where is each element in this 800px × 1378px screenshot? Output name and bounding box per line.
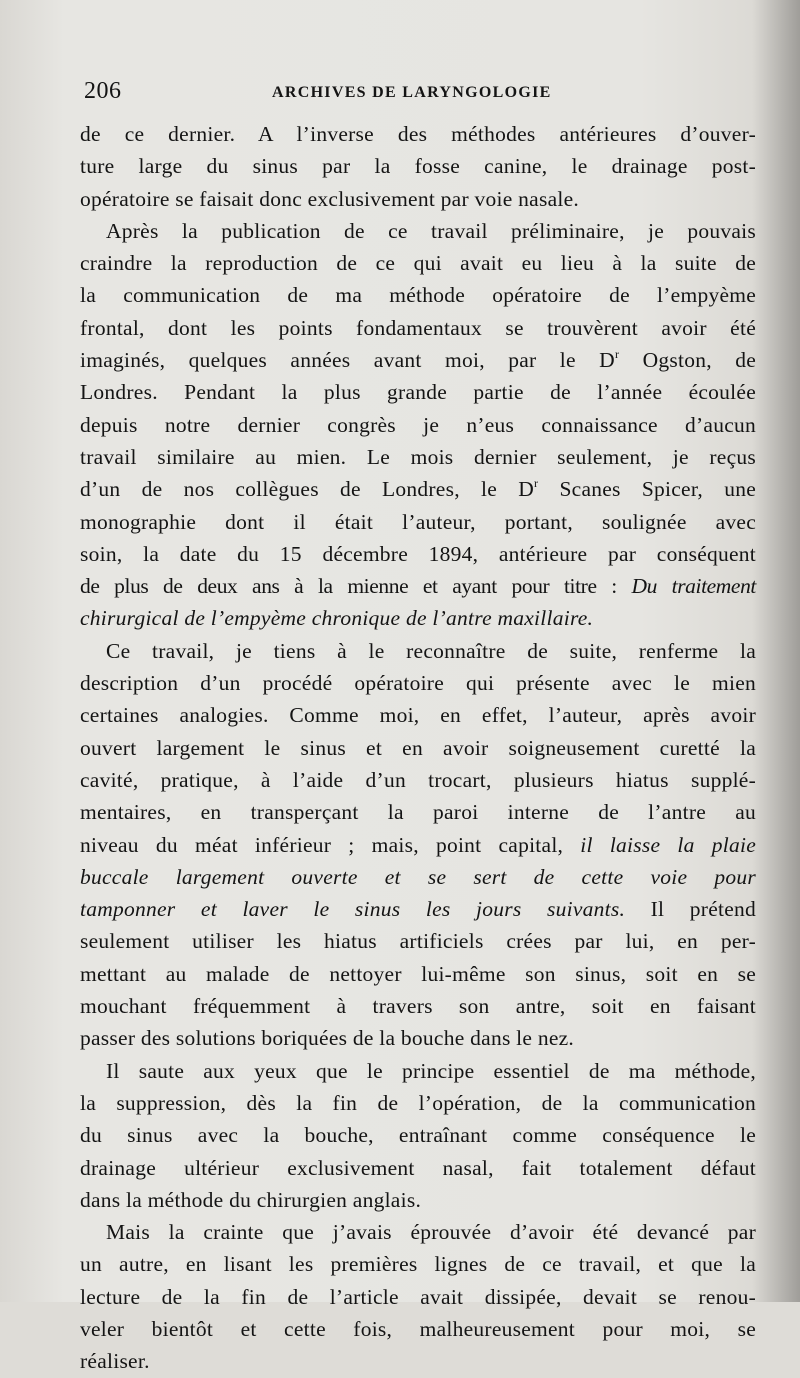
abbreviation-superscript: r: [534, 476, 539, 491]
text-line: drainage ultérieur exclusivement nasal, fait totalement défaut: [80, 1155, 756, 1180]
text-run: d’un de nos collègues de Londres, le D: [80, 477, 534, 502]
text-line: description d’un procédé opératoire qui présente avec le mien: [80, 671, 756, 696]
abbreviation-superscript: r: [614, 347, 620, 362]
text-line: travail similaire au mien. Le mois dernier seulement, je reçus: [80, 444, 756, 469]
text-run: Scanes Spicer, une: [538, 477, 756, 502]
text-line: [80, 344, 756, 376]
text-line: [80, 473, 756, 505]
text-line: depuis notre dernier congrès je n’eus connaissance d’aucun: [80, 412, 756, 437]
text-line: soin, la date du 15 décembre 1894, antérieure par conséquent: [80, 541, 756, 566]
italic-title-line: chirurgical de l’empyème chronique de l’antre maxillaire.: [80, 606, 594, 631]
text-line: de ce dernier. A l’inverse des méthodes antérieures d’ouver-: [80, 122, 756, 146]
text-run: Il prétend: [625, 897, 757, 922]
text-line: passer des solutions boriquées de la bouche dans le nez.: [80, 1026, 575, 1051]
text-line: dans la méthode du chirurgien anglais.: [80, 1187, 422, 1212]
italic-run: tamponner et laver le sinus les jours suivants.: [80, 897, 626, 922]
text-run: imaginés, quelques années avant moi, par le D: [80, 348, 615, 373]
text-line: [80, 829, 756, 861]
italic-line: buccale largement ouverte et se sert de cette voie pour: [80, 864, 756, 889]
italic-title-run: Du traitement: [631, 574, 756, 599]
text-run: de plus de deux ans à la mienne et ayant pour titre :: [80, 574, 632, 599]
text-line: certaines analogies. Comme moi, en effet, l’auteur, après avoir: [80, 703, 756, 728]
text-line: lecture de la fin de l’article avait dissipée, devait se renou-: [80, 1284, 756, 1309]
text-run: Ogston, de: [619, 348, 756, 373]
text-line: du sinus avec la bouche, entraînant comme conséquence le: [80, 1123, 756, 1148]
running-title: ARCHIVES DE LARYNGOLOGIE: [272, 84, 552, 101]
text-line: Londres. Pendant la plus grande partie de l’année écoulée: [80, 380, 756, 405]
text-line: [80, 570, 756, 602]
text-line: réaliser.: [80, 1349, 150, 1374]
page-header: [84, 78, 754, 108]
text-line: mouchant fréquemment à travers son antre, soit en faisant: [80, 994, 756, 1019]
body-text: [80, 118, 756, 1378]
text-line: un autre, en lisant les premières lignes de ce travail, et que la: [80, 1252, 756, 1277]
text-line: cavité, pratique, à l’aide d’un trocart, plusieurs hiatus supplé-: [80, 767, 756, 792]
text-line: mentaires, en transperçant la paroi interne de l’antre au: [80, 800, 756, 825]
text-line: Ce travail, je tiens à le reconnaître de suite, renferme la: [106, 638, 756, 663]
text-line: seulement utiliser les hiatus artificiels crées par lui, en per-: [80, 929, 756, 954]
text-line: monographie dont il était l’auteur, portant, soulignée avec: [80, 509, 756, 534]
text-line: Il saute aux yeux que le principe essentiel de ma méthode,: [106, 1058, 756, 1083]
text-line: mettant au malade de nettoyer lui-même son sinus, soit en se: [80, 961, 756, 986]
text-run: niveau du méat inférieur ; mais, point capital,: [80, 832, 581, 857]
text-line: [80, 893, 756, 925]
text-line: ouvert largement le sinus et en avoir soigneusement curetté la: [80, 735, 756, 760]
text-line: la suppression, dès la fin de l’opération, de la communication: [80, 1090, 756, 1115]
text-line: la communication de ma méthode opératoire de l’empyème: [80, 283, 756, 308]
text-line: craindre la reproduction de ce qui avait eu lieu à la suite de: [80, 251, 756, 276]
text-line: ture large du sinus par la fosse canine, le drainage post-: [80, 154, 756, 179]
page-number: 206: [84, 78, 122, 104]
text-line: opératoire se faisait donc exclusivement par voie nasale.: [80, 186, 579, 211]
text-line: frontal, dont les points fondamentaux se trouvèrent avoir été: [80, 315, 756, 340]
text-line: Après la publication de ce travail préliminaire, je pouvais: [106, 218, 756, 243]
italic-run: il laisse la plaie: [580, 832, 756, 857]
text-line: veler bientôt et cette fois, malheureusement pour moi, se: [80, 1316, 756, 1341]
text-line: Mais la crainte que j’avais éprouvée d’avoir été devancé par: [106, 1220, 756, 1245]
